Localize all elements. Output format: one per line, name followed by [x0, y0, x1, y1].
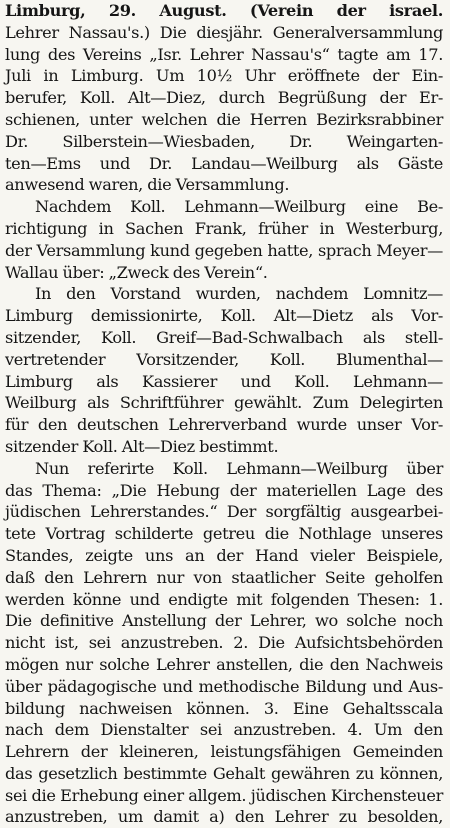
article-text-line: Lehrer Nassau's.) Die diesjähr. Generalversammlung: [5, 22, 443, 42]
article-text-line: tete Vortrag schilderte getreu die Nothlage unseres: [5, 524, 443, 544]
article-text-line: anwesend waren, die Versammlung.: [5, 175, 290, 195]
article-text-line: das Thema: „Die Hebung der materiellen Lage des: [5, 480, 443, 500]
article-text-line: berufer, Koll. Alt—Diez, durch Begrüßung der Er-: [5, 88, 443, 108]
article-text-line: sitzender Koll. Alt—Diez bestimmt.: [5, 436, 279, 456]
article-text-line: Nachdem Koll. Lehmann—Weilburg eine Be-: [35, 197, 443, 217]
article-text-line: über pädagogische und methodische Bildung und Aus-: [5, 676, 443, 696]
article-text-line: Die definitive Anstellung der Lehrer, wo solche noch: [5, 611, 443, 631]
article-text-line: schienen, unter welchen die Herren Bezirksrabbiner: [5, 109, 443, 129]
article-text-line: daß den Lehrern nur von staatlicher Seite geholfen: [5, 567, 443, 587]
article-text-line: Limburg demissionirte, Koll. Alt—Dietz als Vor-: [5, 306, 443, 326]
article-text-line: nach dem Dienstalter sei anzustreben. 4. Um den: [5, 720, 443, 740]
article-dateline-line: Limburg, 29. August. (Verein der israel.: [5, 1, 443, 20]
article-text-line: Dr. Silberstein—Wiesbaden, Dr. Weingarten-: [5, 131, 443, 151]
article-text-line: der Versammlung kund gegeben hatte, sprach Meyer—: [5, 240, 443, 260]
article-text-line: anzustreben, um damit a) den Lehrer zu besolden,: [5, 807, 443, 827]
article-text-line: das gesetzlich bestimmte Gehalt gewähren zu können,: [5, 763, 443, 783]
article-text-line: Standes, zeigte uns an der Hand vieler Beispiele,: [5, 545, 443, 565]
article-text-line: nicht ist, sei anzustreben. 2. Die Aufsichtsbehörden: [5, 633, 443, 653]
article-text-line: lung des Vereins „Isr. Lehrer Nassau's“ tagte am 17.: [5, 44, 443, 64]
article-text-line: für den deutschen Lehrerverband wurde unser Vor-: [5, 415, 443, 435]
article-text-line: richtigung in Sachen Frank, früher in Westerburg,: [5, 218, 443, 238]
article-text-line: mögen nur solche Lehrer anstellen, die den Nachweis: [5, 654, 443, 674]
article-text-line: vertretender Vorsitzender, Koll. Blumenthal—: [5, 349, 443, 369]
article-text-line: Weilburg als Schriftführer gewählt. Zum Delegirten: [5, 393, 443, 413]
article-text-line: sei die Erhebung einer allgem. jüdischen Kirchensteuer: [5, 785, 443, 805]
article-text-line: In den Vorstand wurden, nachdem Lomnitz—: [35, 284, 443, 304]
article-text-line: bildung nachweisen können. 3. Eine Gehaltsscala: [5, 698, 443, 718]
article-text-line: jüdischen Lehrerstandes.“ Der sorgfältig ausgearbei-: [5, 502, 443, 522]
article-text-line: ten—Ems und Dr. Landau—Weilburg als Gäste: [5, 153, 443, 173]
article-text-line: sitzender, Koll. Greif—Bad-Schwalbach als stell-: [5, 327, 443, 347]
article-text-line: Nun referirte Koll. Lehmann—Weilburg über: [35, 458, 443, 478]
article-text-line: Wallau über: „Zweck des Verein“.: [5, 262, 268, 282]
article-text-line: Juli in Limburg. Um 10½ Uhr eröffnete der Ein-: [5, 66, 443, 86]
article-text-line: Limburg als Kassierer und Koll. Lehmann—: [5, 371, 443, 391]
article-text-line: werden könne und endigte mit folgenden Thesen: 1.: [5, 589, 443, 609]
article-text-line: Lehrern der kleineren, leistungsfähigen Gemeinden: [5, 742, 443, 762]
